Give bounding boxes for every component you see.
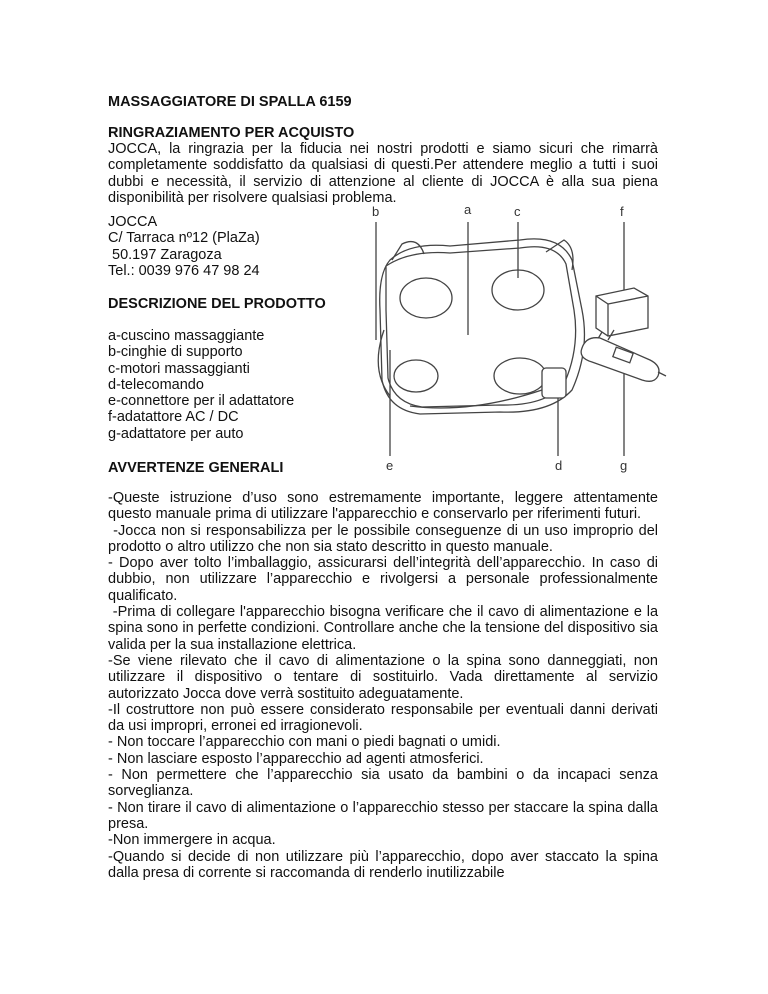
warning-item: -Se viene rilevato che il cavo di alimentazione o la spina sono danneggiati, non utilizzare il dispositivo o tentare di sostituirlo. Vada direttamente al servizio autorizzato Jocca dove verrà sostituito adeguatamente. [108, 652, 658, 702]
parts-list [108, 328, 348, 442]
part-item: f-adatattore AC / DC [108, 409, 239, 426]
thanks-text: JOCCA, la ringrazia per la fiducia nei nostri prodotti e siamo sicuri che rimarrà completamente soddisfatto da qualsiasi di questi.Per attendere meglio a tutti i suoi dubbi e necessità, il servizio di attenzione al cliente di JOCCA è alla sua piena disponibilità per risolvere qualsiasi problema. [108, 141, 658, 206]
warning-item: -Quando si decide di non utilizzare più l’apparecchio, dopo aver staccato la spina dalla presa di corrente si raccomanda di renderlo inutilizzabile [108, 848, 658, 881]
figure-label-g: g [620, 458, 628, 473]
warnings-heading: AVVERTENZE GENERALI [108, 460, 284, 476]
warning-item: - Non toccare l’apparecchio con mani o piedi bagnati o umidi. [108, 734, 501, 751]
warning-item: -Non immergere in acqua. [108, 832, 276, 849]
warning-item: - Non lasciare esposto l’apparecchio ad agenti atmosferici. [108, 750, 484, 767]
warning-item: -Il costruttore non può essere considerato responsabile per eventuali danni derivati da usi impropri, erronei ed irragionevoli. [108, 701, 658, 735]
part-item: e-connettore per il adattatore [108, 393, 295, 410]
part-item: c-motori massaggianti [108, 360, 250, 377]
figure-label-f: f [620, 204, 624, 219]
figure-label-e: e [386, 458, 394, 473]
part-item: d-telecomando [108, 376, 204, 393]
address-line: C/ Tarraca nº12 (PlaZa) [108, 230, 260, 247]
warning-item: -Queste istruzione d’uso sono estremamente importante, leggere attentamente questo manuale prima di utilizzare l'apparecchio e conservarlo per riferimenti futuri. [108, 490, 658, 523]
part-item: a-cuscino massaggiante [108, 328, 265, 344]
figure-label-a: a [464, 202, 472, 217]
ac-dc-adapter [596, 288, 648, 342]
warning-item: - Non tirare il cavo di alimentazione o l’apparecchio stesso per staccare la spina dalla presa. [108, 799, 658, 832]
warning-item: - Non permettere che l’apparecchio sia usato da bambini o da incapaci senza sorveglianza. [108, 767, 658, 800]
address-line: Tel.: 0039 976 47 98 24 [108, 262, 260, 279]
warning-item: -Jocca non si responsabilizza per le possibile conseguenze di un uso improprio del prodotto o altro utilizzo che non sia stato descritto in questo manuale. [108, 522, 663, 555]
warning-item: -Prima di collegare l'apparecchio bisogna verificare che il cavo di alimentazione e la spina sono in perfette condizioni. Controllare anche che la tensione del dispositivo sia valida per la sua installazione elettrica. [108, 604, 663, 653]
address-line: JOCCA [108, 214, 158, 230]
part-item: b-cinghie di supporto [108, 344, 243, 361]
remote-control [410, 368, 566, 408]
figure-label-b: b [372, 204, 380, 219]
figure-label-c: c [514, 204, 521, 219]
thanks-section [108, 125, 658, 206]
thanks-heading: RINGRAZIAMENTO PER ACQUISTO [108, 125, 355, 141]
address-line: 50.197 Zaragoza [108, 246, 222, 263]
warnings-list [108, 490, 663, 881]
description-heading: DESCRIZIONE DEL PRODOTTO [108, 296, 326, 312]
warning-item: - Dopo aver tolto l’imballaggio, assicurarsi dell’integrità dell’apparecchio. In caso di dubbio, non utilizzare l’apparecchio e rivolgersi a personale professionalmente qualificato. [108, 555, 658, 604]
figure-label-d: d [555, 458, 563, 473]
product-diagram [350, 200, 680, 480]
part-item: g-adattatore per auto [108, 425, 244, 442]
company-address [108, 214, 348, 279]
document-title: MASSAGGIATORE DI SPALLA 6159 [108, 94, 352, 110]
